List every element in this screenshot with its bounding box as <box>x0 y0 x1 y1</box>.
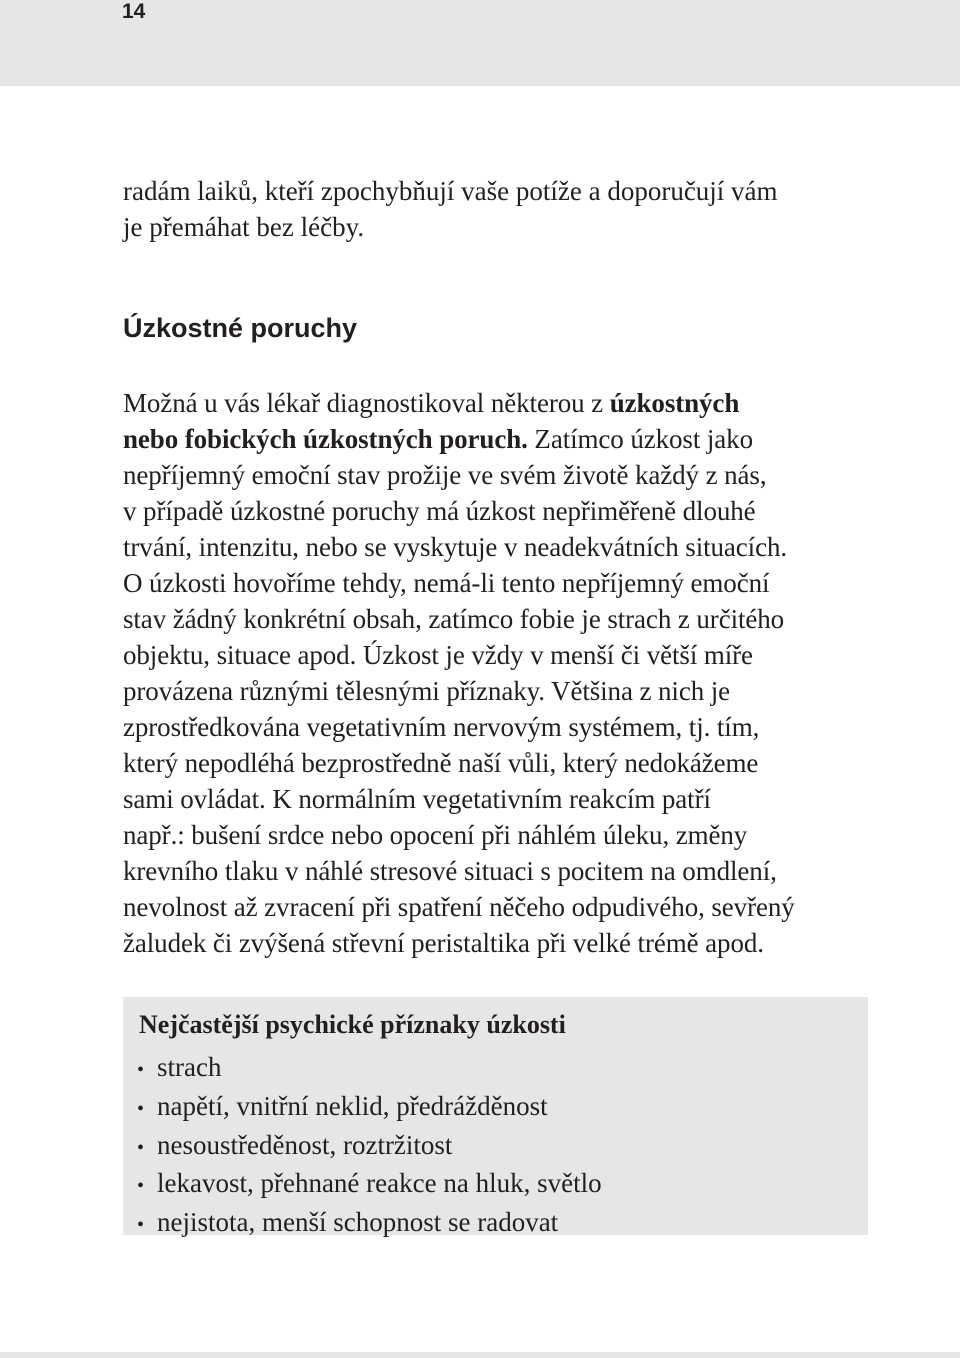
text-line: trvání, intenzitu, nebo se vyskytuje v neadekvátních situacích. <box>123 532 788 562</box>
text-line: radám laiků, kteří zpochybňují vaše potíže a doporučují vám <box>123 176 778 206</box>
text-line: objektu, situace apod. Úzkost je vždy v menší či větší míře <box>123 640 753 670</box>
list-item-text: strach <box>157 1052 222 1082</box>
list-item <box>137 1166 602 1205</box>
text-line: O úzkosti hovoříme tehdy, nemá-li tento nepříjemný emoční <box>123 568 770 598</box>
text-run: Možná u vás lékař diagnostikoval některou z <box>123 388 610 418</box>
bullet-icon: • <box>137 1175 145 1198</box>
emphasis-text: úzkostných <box>609 388 740 418</box>
text-line: žaludek či zvýšená střevní peristaltika při velké trémě apod. <box>123 928 764 958</box>
text-line: je přemáhat bez léčby. <box>123 212 365 242</box>
text-line: stav žádný konkrétní obsah, zatímco fobie je strach z určitého <box>123 604 785 634</box>
bullet-icon: • <box>137 1097 145 1120</box>
emphasis-text: nebo fobických úzkostných poruch. <box>123 424 528 454</box>
bullet-icon: • <box>137 1136 145 1159</box>
text-line: sami ovládat. K normálním vegetativním reakcím patří <box>123 784 711 814</box>
list-item-text: lekavost, přehnané reakce na hluk, světlo <box>157 1168 602 1199</box>
text-line <box>123 385 795 421</box>
list-item-text: napětí, vnitřní neklid, předrážděnost <box>157 1090 548 1121</box>
list-item <box>137 1089 602 1128</box>
list-item <box>137 1050 602 1089</box>
box-heading: Nejčastější psychické příznaky úzkosti <box>139 1010 566 1039</box>
text-line: provázena různými tělesnými příznaky. Většina z nich je <box>123 676 731 706</box>
bullet-icon: • <box>137 1059 145 1081</box>
page-number: 14 <box>122 0 146 23</box>
body-paragraph <box>123 385 795 961</box>
bullet-icon: • <box>137 1214 145 1237</box>
text-line <box>123 421 795 457</box>
symptoms-list <box>137 1050 602 1244</box>
header-band <box>0 0 960 86</box>
list-item <box>137 1128 602 1167</box>
symptoms-box <box>123 997 868 1238</box>
text-line: zprostředkována vegetativním nervovým systémem, tj. tím, <box>123 712 760 742</box>
text-line: který nepodléhá bezprostředně naší vůli, který nedokážeme <box>123 748 759 778</box>
intro-paragraph <box>123 173 778 245</box>
list-item-text: nesoustředěnost, roztržitost <box>157 1129 453 1160</box>
text-line: nevolnost až zvracení při spatření něčeho odpudivého, sevřený <box>123 892 795 922</box>
text-line: v případě úzkostné poruchy má úzkost nepřiměřeně dlouhé <box>123 496 756 526</box>
section-heading: Úzkostné poruchy <box>123 313 358 343</box>
footer-band <box>0 1352 960 1358</box>
list-item-text: nejistota, menší schopnost se radovat <box>157 1207 559 1238</box>
text-line: krevního tlaku v náhlé stresové situaci s pocitem na omdlení, <box>123 856 777 886</box>
text-line: nepříjemný emoční stav prožije ve svém životě každý z nás, <box>123 460 767 490</box>
text-run: Zatímco úzkost jako <box>527 424 753 454</box>
list-item <box>137 1205 602 1244</box>
text-line: např.: bušení srdce nebo opocení při náhlém úleku, změny <box>123 820 748 850</box>
